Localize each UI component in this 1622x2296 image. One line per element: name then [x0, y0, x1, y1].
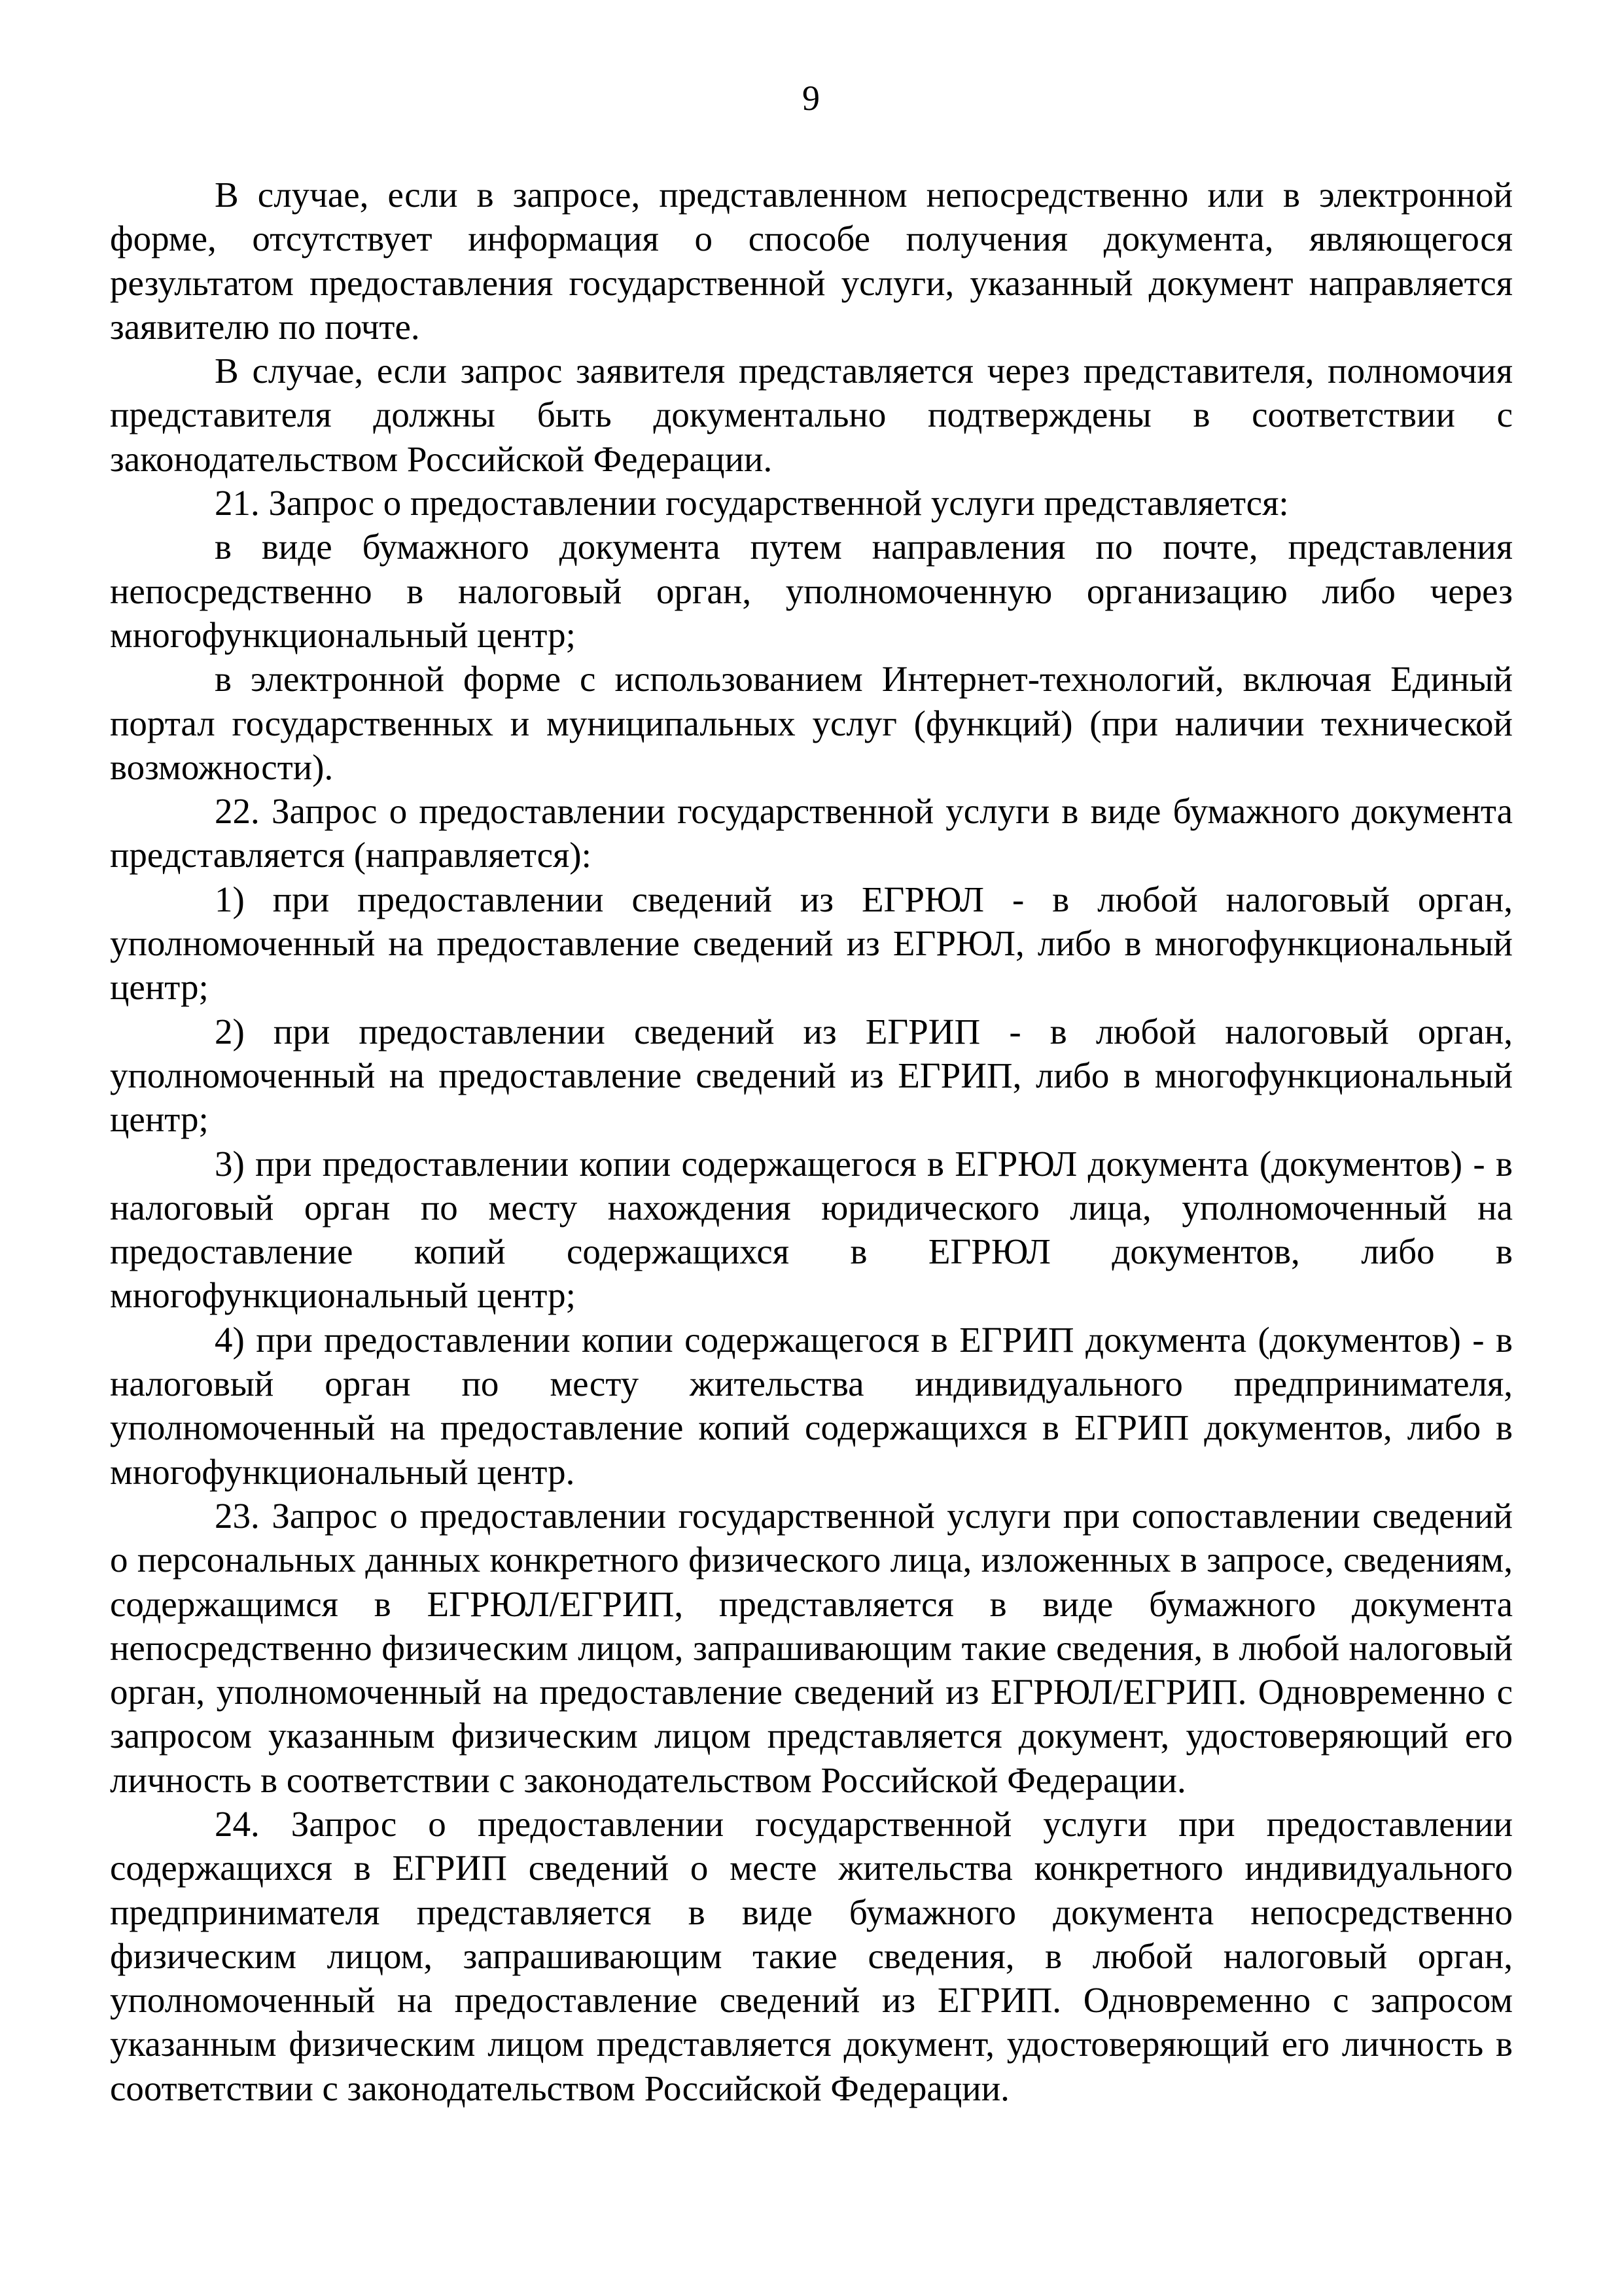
page-number: 9	[802, 79, 820, 118]
paragraph-21-electronic: в электронной форме с использованием Интернет-технологий, включая Единый портал государственных и муниципальных услуг (функций) (при наличии технической возможности).	[110, 659, 1513, 787]
paragraph-22-item-2: 2) при предоставлении сведений из ЕГРИП - в любой налоговый орган, уполномоченный на предоставление сведений из ЕГРИП, либо в многофункциональный центр;	[110, 1011, 1513, 1140]
paragraph-22-item-4: 4) при предоставлении копии содержащегося в ЕГРИП документа (документов) - в налоговый орган по месту жительства индивидуального предпринимателя, уполномоченный на предоставление копий содержащихся в ЕГРИП документов, либо в многофункциональный центр.	[110, 1319, 1513, 1492]
paragraph-22-item-1: 1) при предоставлении сведений из ЕГРЮЛ - в любой налоговый орган, уполномоченный на предоставление сведений из ЕГРЮЛ, либо в многофункциональный центр;	[110, 879, 1513, 1008]
paragraph-23: 23. Запрос о предоставлении государственной услуги при сопоставлении сведений о персональных данных конкретного физического лица, изложенных в запросе, сведениям, содержащимся в ЕГРЮЛ/ЕГРИП, представляется в виде бумажного документа непосредственно физическим лицом, запрашивающим такие сведения, в любой налоговый орган, уполномоченный на предоставление сведений из ЕГРЮЛ/ЕГРИП. Одновременно с запросом указанным физическим лицом представляется документ, удостоверяющий его личность в соответствии с законодательством Российской Федерации.	[110, 1495, 1513, 1800]
paragraph-21-paper: в виде бумажного документа путем направления по почте, представления непосредственно в налоговый орган, уполномоченную организацию либо через многофункциональный центр;	[110, 527, 1513, 655]
paragraph-24: 24. Запрос о предоставлении государственной услуги при предоставлении содержащихся в ЕГРИП сведений о месте жительства конкретного индивидуального предпринимателя представляется в виде бумажного документа непосредственно физическим лицом, запрашивающим такие сведения, в любой налоговый орган, уполномоченный на предоставление сведений из ЕГРИП. Одновременно с запросом указанным физическим лицом представляется документ, удостоверяющий его личность в соответствии с законодательством Российской Федерации.	[110, 1803, 1513, 2108]
paragraph-22: 22. Запрос о предоставлении государственной услуги в виде бумажного документа представляется (направляется):	[110, 791, 1513, 875]
paragraph-representative: В случае, если запрос заявителя представляется через представителя, полномочия представителя должны быть документально подтверждены в соответствии с законодательством Российской Федерации.	[110, 351, 1513, 479]
document-body	[110, 173, 1513, 2110]
paragraph-delivery-by-post: В случае, если в запросе, представленном непосредственно или в электронной форме, отсутствует информация о способе получения документа, являющегося результатом предоставления государственной услуги, указанный документ направляется заявителю по почте.	[110, 175, 1513, 347]
paragraph-22-item-3: 3) при предоставлении копии содержащегося в ЕГРЮЛ документа (документов) - в налоговый орган по месту нахождения юридического лица, уполномоченный на предоставление копий содержащихся в ЕГРЮЛ документов, либо в многофункциональный центр;	[110, 1143, 1513, 1316]
paragraph-21: 21. Запрос о предоставлении государственной услуги представляется:	[215, 483, 1289, 523]
